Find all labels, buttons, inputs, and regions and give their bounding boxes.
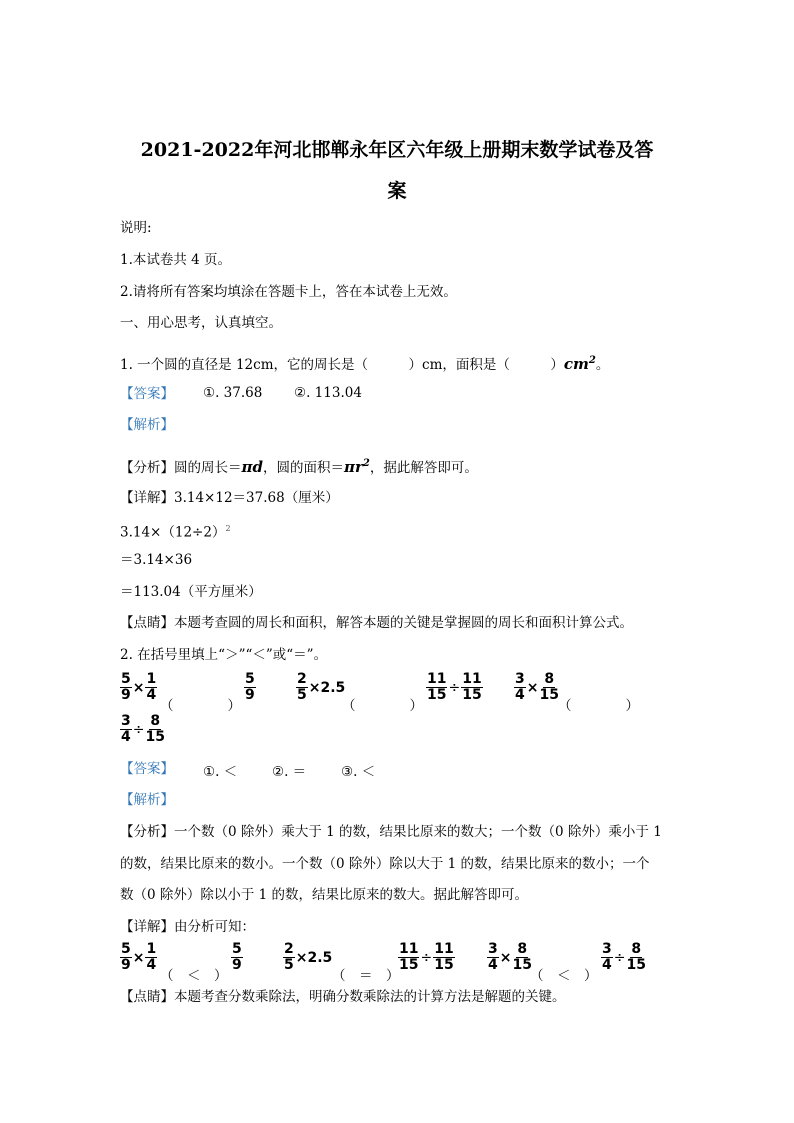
notes-heading: 说明: — [120, 220, 152, 236]
q1-detail-4: ＝113.04（平方厘米） — [120, 584, 262, 600]
q2-expr-2: $\frac{2}{5}$ ×2.5 — [297, 671, 346, 703]
notes-item-1: 1.本试卷共 4 页。 — [120, 252, 232, 268]
q2-fenxi-1: 【分析】一个数（0 除外）乘大于 1 的数，结果比原来的数大；一个数（0 除外）乘小于 1 — [120, 824, 662, 840]
q2-comment: 【点睛】本题考查分数乘除法，明确分数乘除法的计算方法是解题的关键。 — [120, 989, 566, 1005]
q2-analysis-tag: 【解析】 — [120, 792, 174, 808]
q1-stem: 1. 一个圆的直径是 12cm，它的周长是（ ）cm，面积是（ ） — [120, 357, 564, 373]
pi-r-formula: $\pi r^2$ — [343, 458, 370, 476]
q2-text: 2. 在括号里填上“＞”“＜”或“＝”。 — [120, 647, 328, 663]
q2-filled-2: （ ＝ ） — [332, 968, 400, 984]
q2-answer-3: ③. ＜ — [341, 764, 376, 780]
q2-filled-1: （ ＜ ） — [160, 968, 228, 984]
q2-answer-2: ②. ＝ — [272, 764, 307, 780]
q1-detail-1: 【详解】3.14×12＝37.68（厘米） — [120, 490, 339, 506]
q2-expr-1: $\frac{5}{9}$ × $\frac{1}{4}$ — [121, 671, 157, 703]
q1-answer-2: ②. 113.04 — [294, 385, 362, 401]
q2-filled-expr-4: $\frac{3}{4}$ × $\frac{8}{15}$ — [488, 941, 532, 973]
q2-expr-3: $\frac{11}{15}$ ÷ $\frac{11}{15}$ — [427, 671, 482, 703]
q2-fenxi-3: 数（0 除外）除以小于 1 的数，结果比原来的数大。据此解答即可。 — [120, 887, 529, 903]
q2-filled-3: （ ＜ ） — [530, 968, 598, 984]
q2-blank-2: （ ） — [342, 698, 423, 714]
pi-d-formula: πd — [241, 458, 263, 476]
q2-filled-expr-1-right: $\frac{5}{9}$ — [232, 941, 242, 973]
q2-answer-tag: 【答案】 — [120, 761, 174, 777]
q2-fenxi-2: 的数，结果比原来的数小。一个数（0 除外）除以大于 1 的数，结果比原来的数小；一个 — [120, 856, 650, 872]
q1-detail-2: $3.14\times(12\div 2)^2$ — [120, 524, 231, 541]
q1-answer-tag: 【答案】 — [120, 386, 174, 402]
section-1-heading: 一、用心思考，认真填空。 — [120, 315, 282, 331]
q2-filled-expr-5: $\frac{3}{4}$ ÷ $\frac{8}{15}$ — [602, 941, 646, 973]
q2-filled-expr-1: $\frac{5}{9}$ × $\frac{1}{4}$ — [121, 941, 157, 973]
q1-detail-3: ＝3.14×36 — [120, 552, 193, 568]
q2-expr-5: $\frac{3}{4}$ ÷ $\frac{8}{15}$ — [121, 713, 165, 745]
q2-blank-1: （ ） — [160, 698, 241, 714]
q1-comment: 【点睛】本题考查圆的周长和面积，解答本题的关键是掌握圆的周长和面积计算公式。 — [120, 615, 633, 631]
q2-filled-expr-2: $\frac{2}{5}$ ×2.5 — [284, 941, 333, 973]
notes-item-2: 2.请将所有答案均填涂在答题卡上，答在本试卷上无效。 — [120, 284, 457, 300]
q2-filled-expr-3: $\frac{11}{15}$ ÷ $\frac{11}{15}$ — [399, 941, 454, 973]
q2-expr-1-right: $\frac{5}{9}$ — [245, 671, 255, 703]
q1-unit: $cm^2$ — [563, 355, 596, 373]
q2-detail: 【详解】由分析可知： — [120, 919, 255, 935]
q2-answer-1: ①. ＜ — [203, 764, 238, 780]
q1-text: 1. 一个圆的直径是 12cm，它的周长是（ ）cm，面积是（ ）$cm^2$。 — [120, 355, 610, 373]
doc-title-line1: 2021-2022年河北邯郸永年区六年级上册期末数学试卷及答 — [140, 139, 654, 161]
q2-expr-4: $\frac{3}{4}$ × $\frac{8}{15}$ — [515, 671, 559, 703]
q1-answer-1: ①. 37.68 — [203, 385, 263, 401]
doc-title-line2: 案 — [387, 180, 407, 202]
q1-analysis-tag: 【解析】 — [120, 417, 174, 433]
q2-blank-3: （ ） — [558, 698, 639, 714]
q1-fenxi: 【分析】圆的周长＝πd，圆的面积$=\pi r^2$，据此解答即可。 — [120, 458, 478, 476]
